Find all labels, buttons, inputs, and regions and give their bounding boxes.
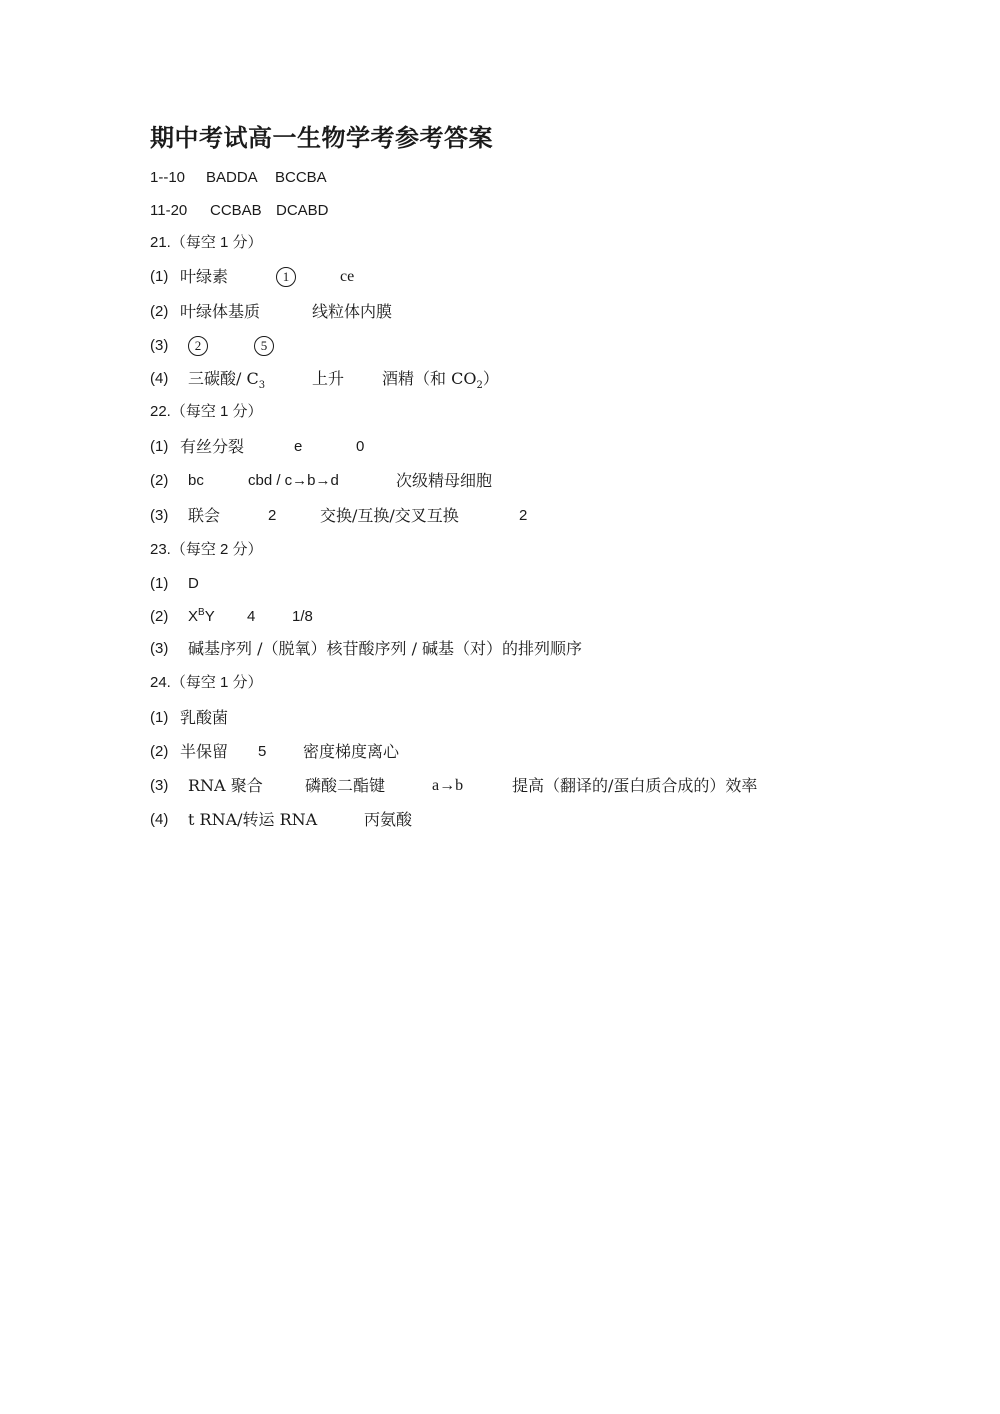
mc-answers-b: DCABD — [276, 202, 329, 219]
part-number: (2) — [150, 472, 169, 489]
answer: bc — [188, 472, 204, 489]
question-header: 22.（每空 1 分） — [150, 403, 263, 420]
answer: e — [294, 438, 303, 455]
answer: RNA 聚合 — [188, 776, 263, 795]
part-number: (4) — [150, 370, 169, 387]
answer: 密度梯度离心 — [303, 742, 400, 761]
mc-answers-b: BCCBA — [275, 169, 327, 186]
circled-number: 5 — [254, 336, 274, 356]
circled-number: 2 — [188, 336, 208, 356]
part-number: (3) — [150, 337, 169, 354]
part-number: (1) — [150, 709, 169, 726]
answer — [188, 334, 208, 358]
part-number: (2) — [150, 743, 169, 760]
part-number: (2) — [150, 303, 169, 320]
answer: D — [188, 575, 199, 592]
answer: 提高（翻译的/蛋白质合成的）效率 — [512, 776, 758, 795]
answer: 半保留 — [180, 742, 229, 761]
mc-answers-a: BADDA — [206, 169, 258, 186]
answer: 上升 — [312, 369, 345, 388]
question-header: 24.（每空 1 分） — [150, 674, 263, 691]
answer: 磷酸二酯键 — [305, 776, 386, 795]
answer: 0 — [356, 438, 365, 455]
answer: a→b — [432, 777, 464, 794]
answer: 线粒体内膜 — [312, 302, 393, 321]
answer: 丙氨酸 — [364, 810, 413, 829]
page-title: 期中考试高一生物学考参考答案 — [150, 124, 493, 152]
answer: 有丝分裂 — [180, 437, 245, 456]
part-number: (3) — [150, 777, 169, 794]
part-number: (2) — [150, 608, 169, 625]
answer: 交换/互换/交叉互换 — [320, 506, 459, 525]
answer: t RNA/转运 RNA — [188, 810, 318, 829]
answer: 次级精母细胞 — [396, 471, 493, 490]
part-number: (4) — [150, 811, 169, 828]
part-number: (1) — [150, 268, 169, 285]
answer: 2 — [519, 507, 528, 524]
answer: 4 — [247, 608, 256, 625]
answer: 1/8 — [292, 608, 313, 625]
part-number: (1) — [150, 438, 169, 455]
answer: 叶绿素 — [180, 267, 229, 286]
mc-answers-a: CCBAB — [210, 202, 262, 219]
answer: 乳酸菌 — [180, 708, 229, 727]
answer: 叶绿体基质 — [180, 302, 261, 321]
circled-number: 1 — [276, 267, 296, 287]
part-number: (3) — [150, 507, 169, 524]
answer — [254, 334, 274, 358]
question-header: 21.（每空 1 分） — [150, 234, 263, 251]
answer: 三碳酸/ $C_3$ — [188, 369, 266, 391]
part-number: (3) — [150, 640, 169, 657]
answer: 5 — [258, 743, 267, 760]
part-number: (1) — [150, 575, 169, 592]
question-header: 23.（每空 2 分） — [150, 541, 263, 558]
answer: $X^BY$ — [188, 607, 215, 625]
answer: cbd / c→b→d — [248, 472, 339, 489]
mc-range: 1--10 — [150, 169, 186, 186]
answer: 酒精（和 $CO_2$） — [382, 369, 499, 391]
mc-range: 11-20 — [150, 202, 188, 219]
answer — [276, 265, 296, 289]
answer: ce — [340, 268, 355, 285]
answer: 联会 — [188, 506, 221, 525]
answer: 2 — [268, 507, 277, 524]
answer: 碱基序列 /（脱氧）核苷酸序列 / 碱基（对）的排列顺序 — [188, 639, 583, 658]
